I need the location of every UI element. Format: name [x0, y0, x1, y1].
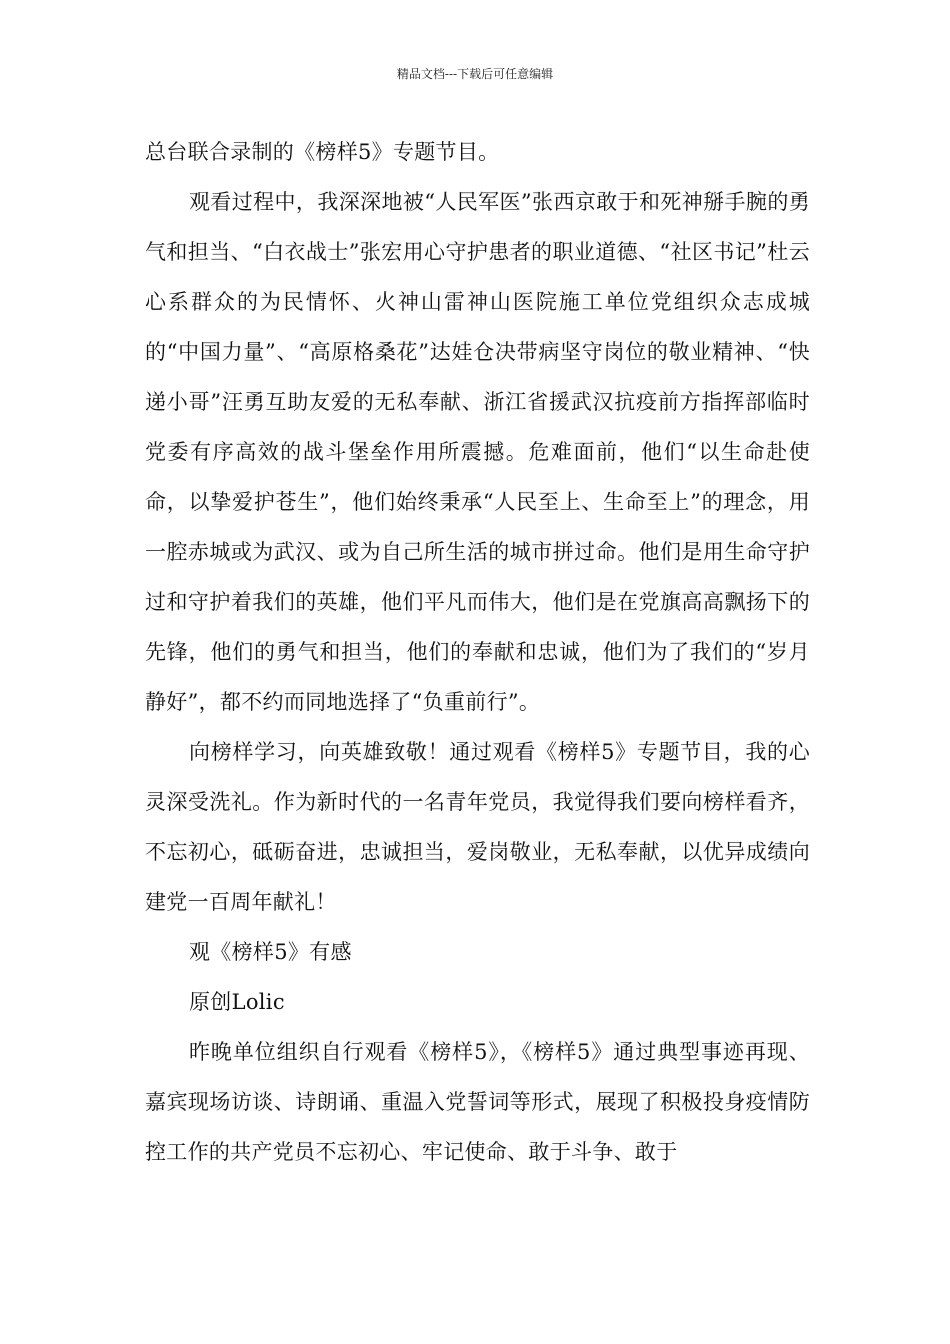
- section-title: 观《榜样5》有感: [189, 940, 352, 964]
- paragraph-last-night: 昨晚单位组织自行观看《榜样5》，《榜样5》通过典型事迹再现、嘉宾现场访谈、诗朗诵、重温入党誓词等形式，展现了积极投身疫情防控工作的共产党员不忘初心、牢记使命、敢于斗争、敢于: [145, 1040, 810, 1164]
- paragraph-viewing-experience: 观看过程中，我深深地被“人民军医”张西京敢于和死神掰手腕的勇气和担当、“白衣战士”张宏用心守护患者的职业道德、“社区书记”杜云心系群众的为民情怀、火神山雷神山医院施工单位党组织众志成城的“中国力量”、“高原格桑花”达娃仓决带病坚守岗位的敬业精神、“快递小哥”汪勇互助友爱的无私奉献、浙江省援武汉抗疫前方指挥部临时党委有序高效的战斗堡垒作用所震撼。危难面前，他们“以生命赴使命，以挚爱护苍生”，他们始终秉承“人民至上、生命至上”的理念，用一腔赤城或为武汉、或为自己所生活的城市拼过命。他们是用生命守护过和守护着我们的英雄，他们平凡而伟大，他们是在党旗高高飘扬下的先锋，他们的勇气和担当，他们的奉献和忠诚，他们为了我们的“岁月静好”，都不约而同地选择了“负重前行”。: [145, 190, 810, 714]
- author-line: 原创Lolic: [189, 990, 285, 1014]
- paragraph-learn-from-models: 向榜样学习，向英雄致敬！通过观看《榜样5》专题节目，我的心灵深受洗礼。作为新时代的一名青年党员，我觉得我们要向榜样看齐，不忘初心，砥砺奋进，忠诚担当，爱岗敬业，无私奉献，以优异成绩向建党一百周年献礼！: [145, 740, 810, 914]
- page-header: 精品文档---下载后可任意编辑: [396, 67, 554, 81]
- document-body: [145, 127, 810, 1177]
- paragraph-continuation: 总台联合录制的《榜样5》专题节目。: [145, 140, 500, 164]
